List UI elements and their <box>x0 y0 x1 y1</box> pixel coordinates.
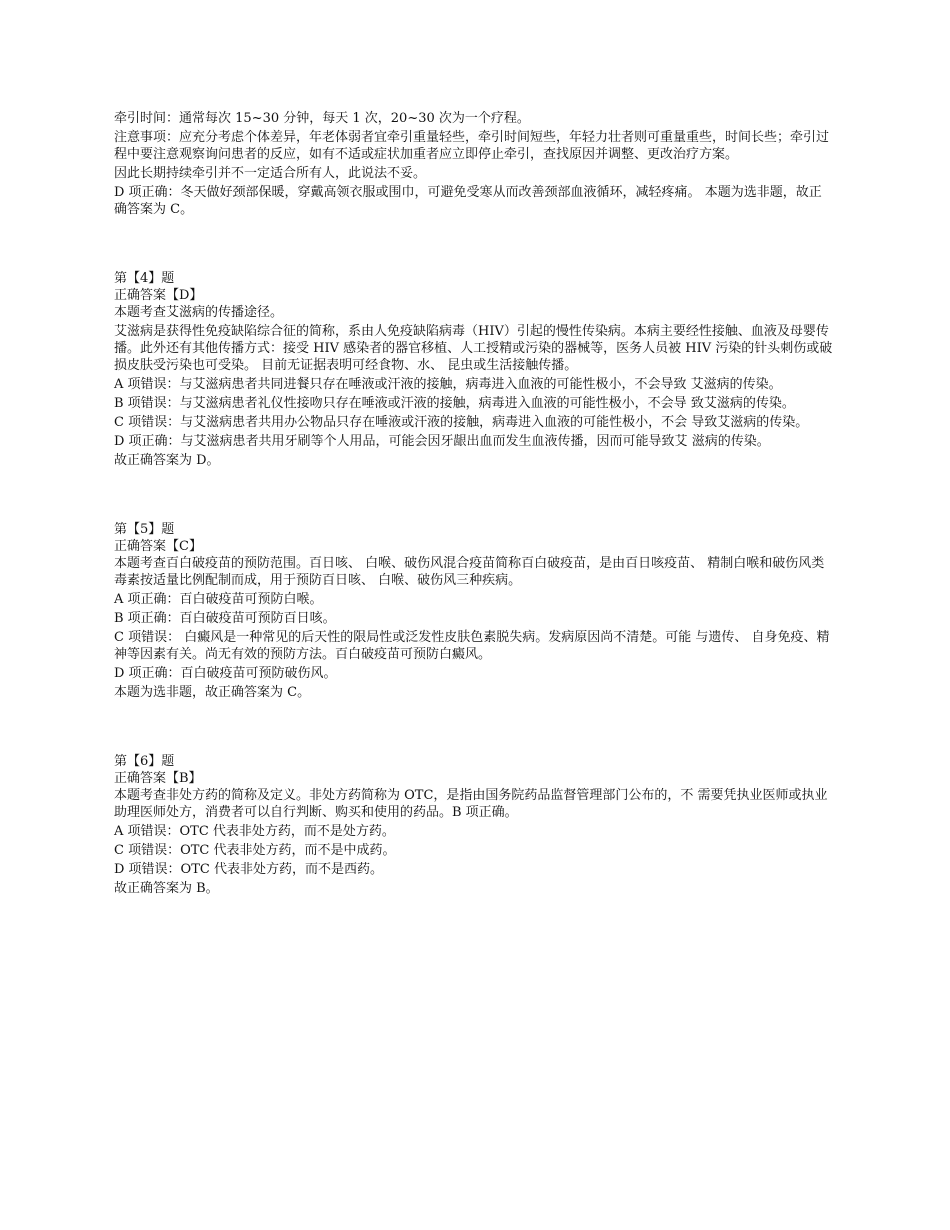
paragraph: 注意事项：应充分考虑个体差异，年老体弱者宜牵引重量轻些，牵引时间短些，年轻力壮者则可重量重些，时间长些；牵引过程中要注意观察询问患者的反应，如有不适或症状加重者应立即停止牵引，查找原因并调整、更改治疗方案。 <box>114 130 830 162</box>
paragraph: 故正确答案为 B。 <box>114 881 219 896</box>
paragraph: A 项正确：百白破疫苗可预防白喉。 <box>114 592 323 607</box>
question-5 <box>114 521 834 701</box>
paragraph: 本题考查非处方药的简称及定义。非处方药简称为 OTC，是指由国务院药品监督管理部门公布的，不 需要凭执业医师或执业助理医师处方，消费者可以自行判断、购买和使用的药品。B 项正确。 <box>114 788 828 820</box>
paragraph: A 项错误：OTC 代表非处方药，而不是处方药。 <box>114 824 395 839</box>
paragraph: B 项错误：与艾滋病患者礼仪性接吻只存在唾液或汗液的接触，病毒进入血液的可能性极小，不会导 致艾滋病的传染。 <box>114 396 795 411</box>
paragraph: C 项错误：OTC 代表非处方药，而不是中成药。 <box>114 843 396 858</box>
paragraph: 本题考查百白破疫苗的预防范围。百日咳、 白喉、破伤风混合疫苗简称百白破疫苗，是由百日咳疫苗、 精制白喉和破伤风类毒素按适量比例配制而成，用于预防百日咳、 白喉、破伤风三种疾病。 <box>114 556 825 588</box>
paragraph: 本题考查艾滋病的传播途径。 <box>114 305 284 320</box>
question-3-continuation <box>114 110 834 218</box>
paragraph: D 项正确：冬天做好颈部保暖，穿戴高领衣服或围巾，可避免受寒从而改善颈部血液循环，减轻疼痛。 本题为选非题，故正确答案为 C。 <box>114 185 822 217</box>
question-4 <box>114 270 834 469</box>
question-title: 第【4】题 <box>114 271 175 286</box>
question-title: 第【5】题 <box>114 522 175 537</box>
correct-answer: 正确答案【C】 <box>114 539 202 554</box>
paragraph: D 项正确：百白破疫苗可预防破伤风。 <box>114 666 337 681</box>
paragraph: D 项正确：与艾滋病患者共用牙刷等个人用品，可能会因牙龈出血而发生血液传播，因而可能导致艾 滋病的传染。 <box>114 434 770 449</box>
paragraph: 艾滋病是获得性免疫缺陷综合征的简称，系由人免疫缺陷病毒（HIV）引起的慢性传染病。本病主要经性接触、血液及母婴传播。此外还有其他传播方式：接受 HIV 感染者的器官移植、人工授精或污染的器械等，医务人员被 HIV 污染的针头刺伤或破损皮肤受污染也可受染。 目前无证据表明可经食物、水、 昆虫或生活接触传播。 <box>114 324 833 373</box>
question-6 <box>114 753 834 897</box>
paragraph: 故正确答案为 D。 <box>114 453 220 468</box>
paragraph: 因此长期持续牵引并不一定适合所有人，此说法不妥。 <box>114 166 427 181</box>
paragraph: 本题为选非题，故正确答案为 C。 <box>114 685 311 700</box>
paragraph: C 项错误： 白癜风是一种常见的后天性的限局性或泛发性皮肤色素脱失病。发病原因尚不清楚。可能 与遗传、 自身免疫、精神等因素有关。尚无有效的预防方法。百白破疫苗可预防白癜风。 <box>114 630 830 662</box>
paragraph: C 项错误：与艾滋病患者共用办公物品只存在唾液或汗液的接触，病毒进入血液的可能性极小，不会 导致艾滋病的传染。 <box>114 415 809 430</box>
document-page <box>114 110 834 899</box>
paragraph: D 项错误：OTC 代表非处方药，而不是西药。 <box>114 862 383 877</box>
correct-answer: 正确答案【D】 <box>114 288 203 303</box>
paragraph: 牵引时间：通常每次 15~30 分钟，每天 1 次，20~30 次为一个疗程。 <box>114 111 530 126</box>
paragraph: A 项错误：与艾滋病患者共同进餐只存在唾液或汗液的接触，病毒进入血液的可能性极小，不会导致 艾滋病的传染。 <box>114 377 782 392</box>
paragraph: B 项正确：百白破疫苗可预防百日咳。 <box>114 611 336 626</box>
question-title: 第【6】题 <box>114 754 175 769</box>
correct-answer: 正确答案【B】 <box>114 771 202 786</box>
